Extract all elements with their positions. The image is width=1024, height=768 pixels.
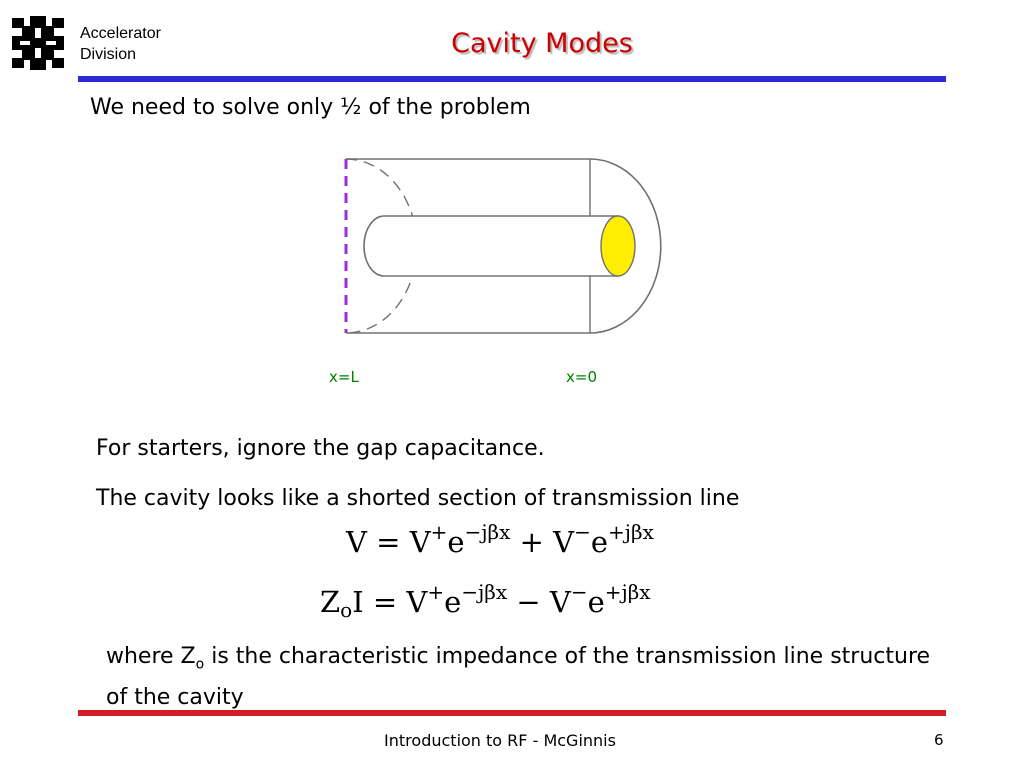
label-x-L: x=L (329, 368, 359, 386)
current-equation: $Z_oI = V^+e^{-j\beta x} - V^-e^{+j\beta x}$ (320, 580, 651, 622)
gap-end-ellipse (601, 216, 635, 276)
slide-title: Cavity Modes (451, 28, 633, 59)
paragraph-transmission-line: The cavity looks like a shorted section of transmission line (96, 486, 740, 511)
paragraph-gap-capacitance: For starters, ignore the gap capacitance. (96, 436, 545, 461)
header-divider (78, 76, 946, 82)
inner-conductor (364, 216, 618, 276)
impedance-note: where $Z_o$ is the characteristic impedance of the transmission line structure of the cavity (106, 644, 931, 711)
org-line-1: Accelerator (80, 25, 161, 42)
intro-text: We need to solve only ½ of the problem (90, 95, 531, 120)
label-x-0: x=0 (566, 368, 597, 386)
page-number: 6 (934, 731, 944, 749)
cavity-diagram (300, 140, 680, 370)
org-line-2: Division (80, 46, 137, 63)
footer-text: Introduction to RF - McGinnis (384, 731, 616, 750)
voltage-equation: $V = V^+e^{-j\beta x} + V^-e^{+j\beta x}$ (346, 520, 654, 559)
footer-divider (78, 710, 946, 716)
